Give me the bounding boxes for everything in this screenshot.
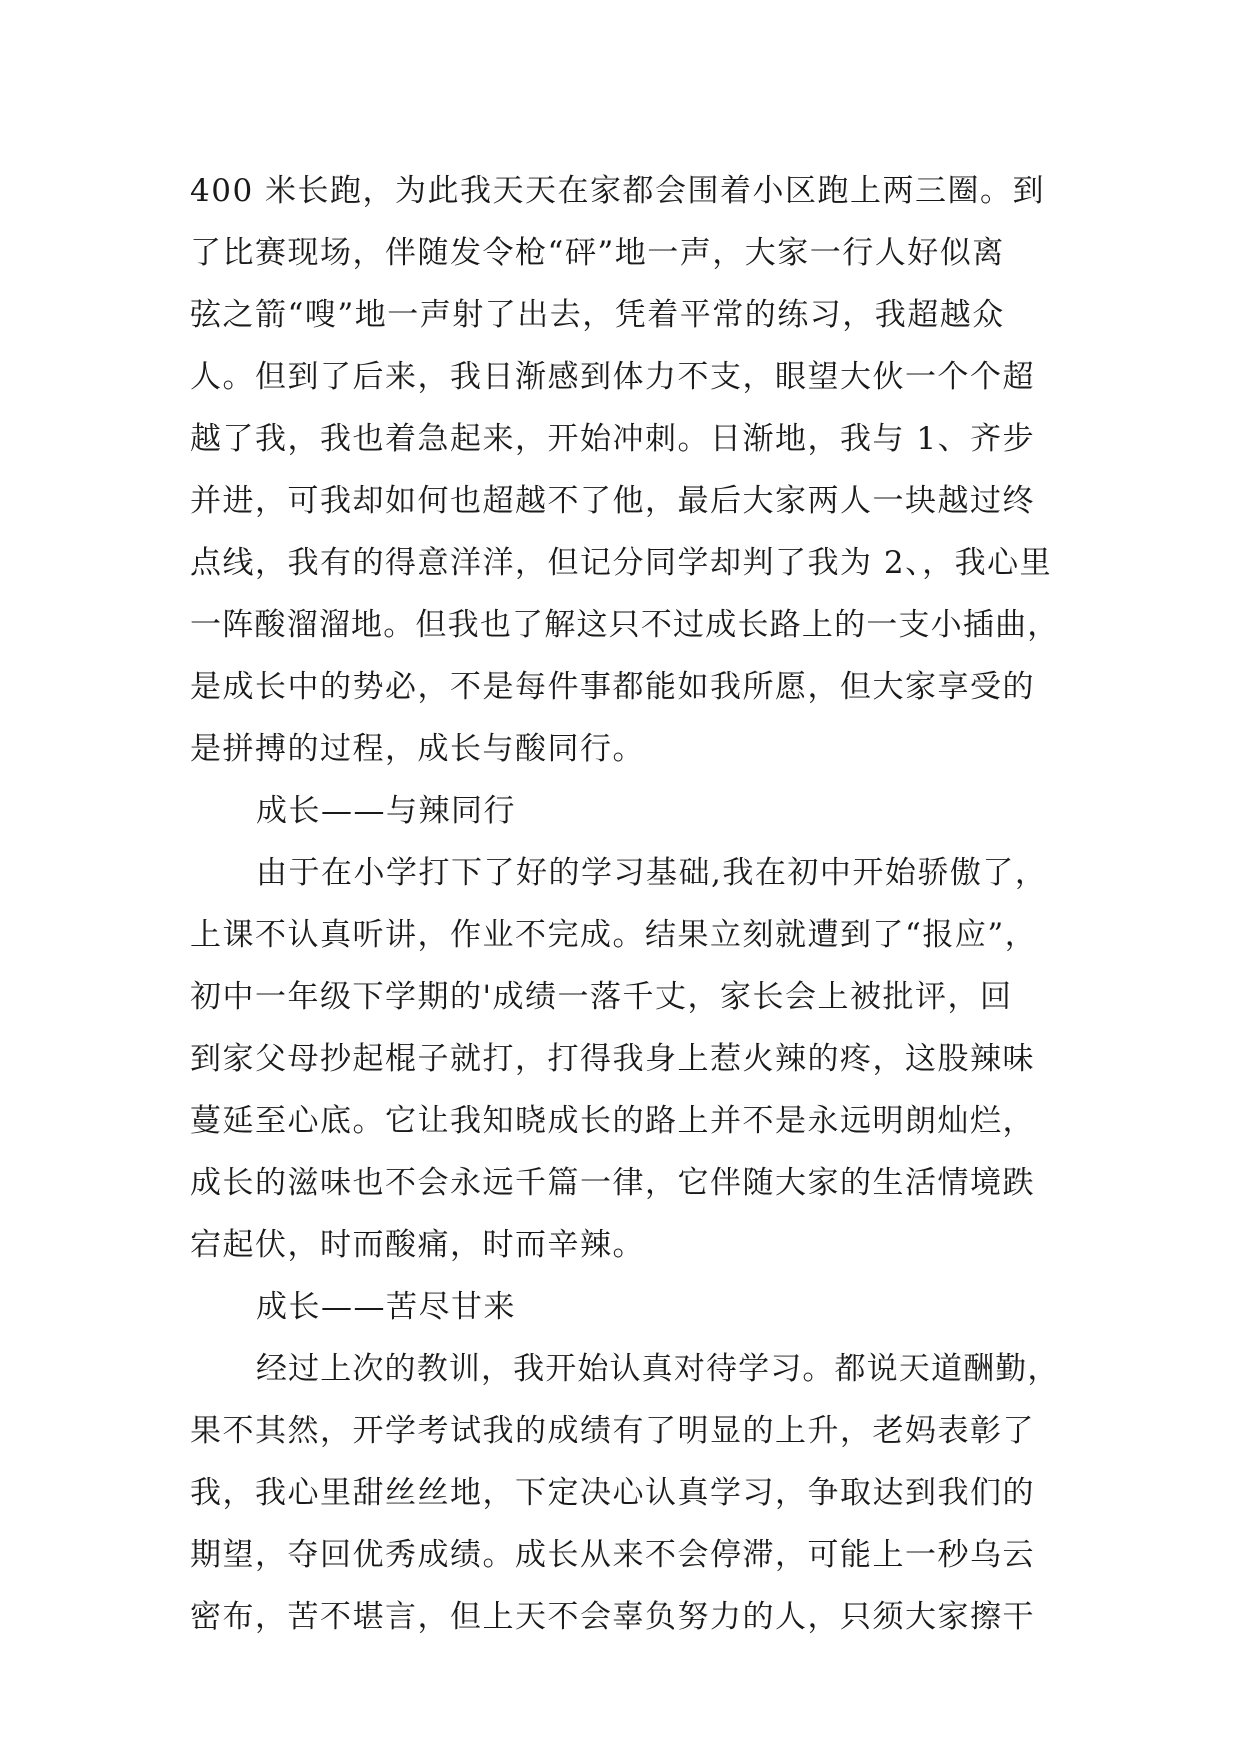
paragraph-first-line: 经过上次的教训，我开始认真对待学习。都说天道酬勤， <box>256 1351 1060 1387</box>
text-line: 点线，我有的得意洋洋，但记分同学却判了我为 2、，我心里 <box>190 545 1053 581</box>
text-line: 上课不认真听讲，作业不完成。结果立刻就遭到了“报应”， <box>190 917 1038 953</box>
text-line: 是成长中的势必，不是每件事都能如我所愿，但大家享受的 <box>190 669 1035 705</box>
text-line: 人。但到了后来，我日渐感到体力不支，眼望大伙一个个超 <box>190 359 1035 395</box>
text-line: 了比赛现场，伴随发令枪“砰”地一声，大家一行人好似离 <box>190 235 1005 271</box>
text-line: 初中一年级下学期的'成绩一落千丈，家长会上被批评，回 <box>190 979 1013 1015</box>
text-line: 成长的滋味也不会永远千篇一律，它伴随大家的生活情境跌 <box>190 1165 1035 1201</box>
paragraph-first-line: 由于在小学打下了好的学习基础,我在初中开始骄傲了， <box>256 855 1048 891</box>
section-heading-spicy: 成长——与辣同行 <box>256 793 516 829</box>
section-heading-sweet: 成长——苦尽甘来 <box>256 1289 516 1325</box>
text-line: 并进，可我却如何也超越不了他，最后大家两人一块越过终 <box>190 483 1035 519</box>
text-line: 弦之箭“嗖”地一声射了出去，凭着平常的练习，我超越众 <box>190 297 1005 333</box>
text-line: 到家父母抄起棍子就打，打得我身上惹火辣的疼，这股辣味 <box>190 1041 1035 1077</box>
text-line: 期望，夺回优秀成绩。成长从来不会停滞，可能上一秒乌云 <box>190 1537 1035 1573</box>
text-line: 一阵酸溜溜地。但我也了解这只不过成长路上的一支小插曲， <box>190 607 1060 643</box>
text-line: 是拼搏的过程，成长与酸同行。 <box>190 731 645 767</box>
text-line: 400 米长跑，为此我天天在家都会围着小区跑上两三圈。到 <box>190 173 1046 209</box>
text-line: 越了我，我也着急起来，开始冲刺。日渐地，我与 1、齐步 <box>190 421 1036 457</box>
body-text <box>190 160 1060 1648</box>
text-line: 密布，苦不堪言，但上天不会辜负努力的人，只须大家擦干 <box>190 1599 1035 1635</box>
text-line: 我，我心里甜丝丝地，下定决心认真学习，争取达到我们的 <box>190 1475 1035 1511</box>
text-line: 果不其然，开学考试我的成绩有了明显的上升，老妈表彰了 <box>190 1413 1035 1449</box>
text-line: 蔓延至心底。它让我知晓成长的路上并不是永远明朗灿烂， <box>190 1103 1035 1139</box>
text-line: 宕起伏，时而酸痛，时而辛辣。 <box>190 1227 645 1263</box>
